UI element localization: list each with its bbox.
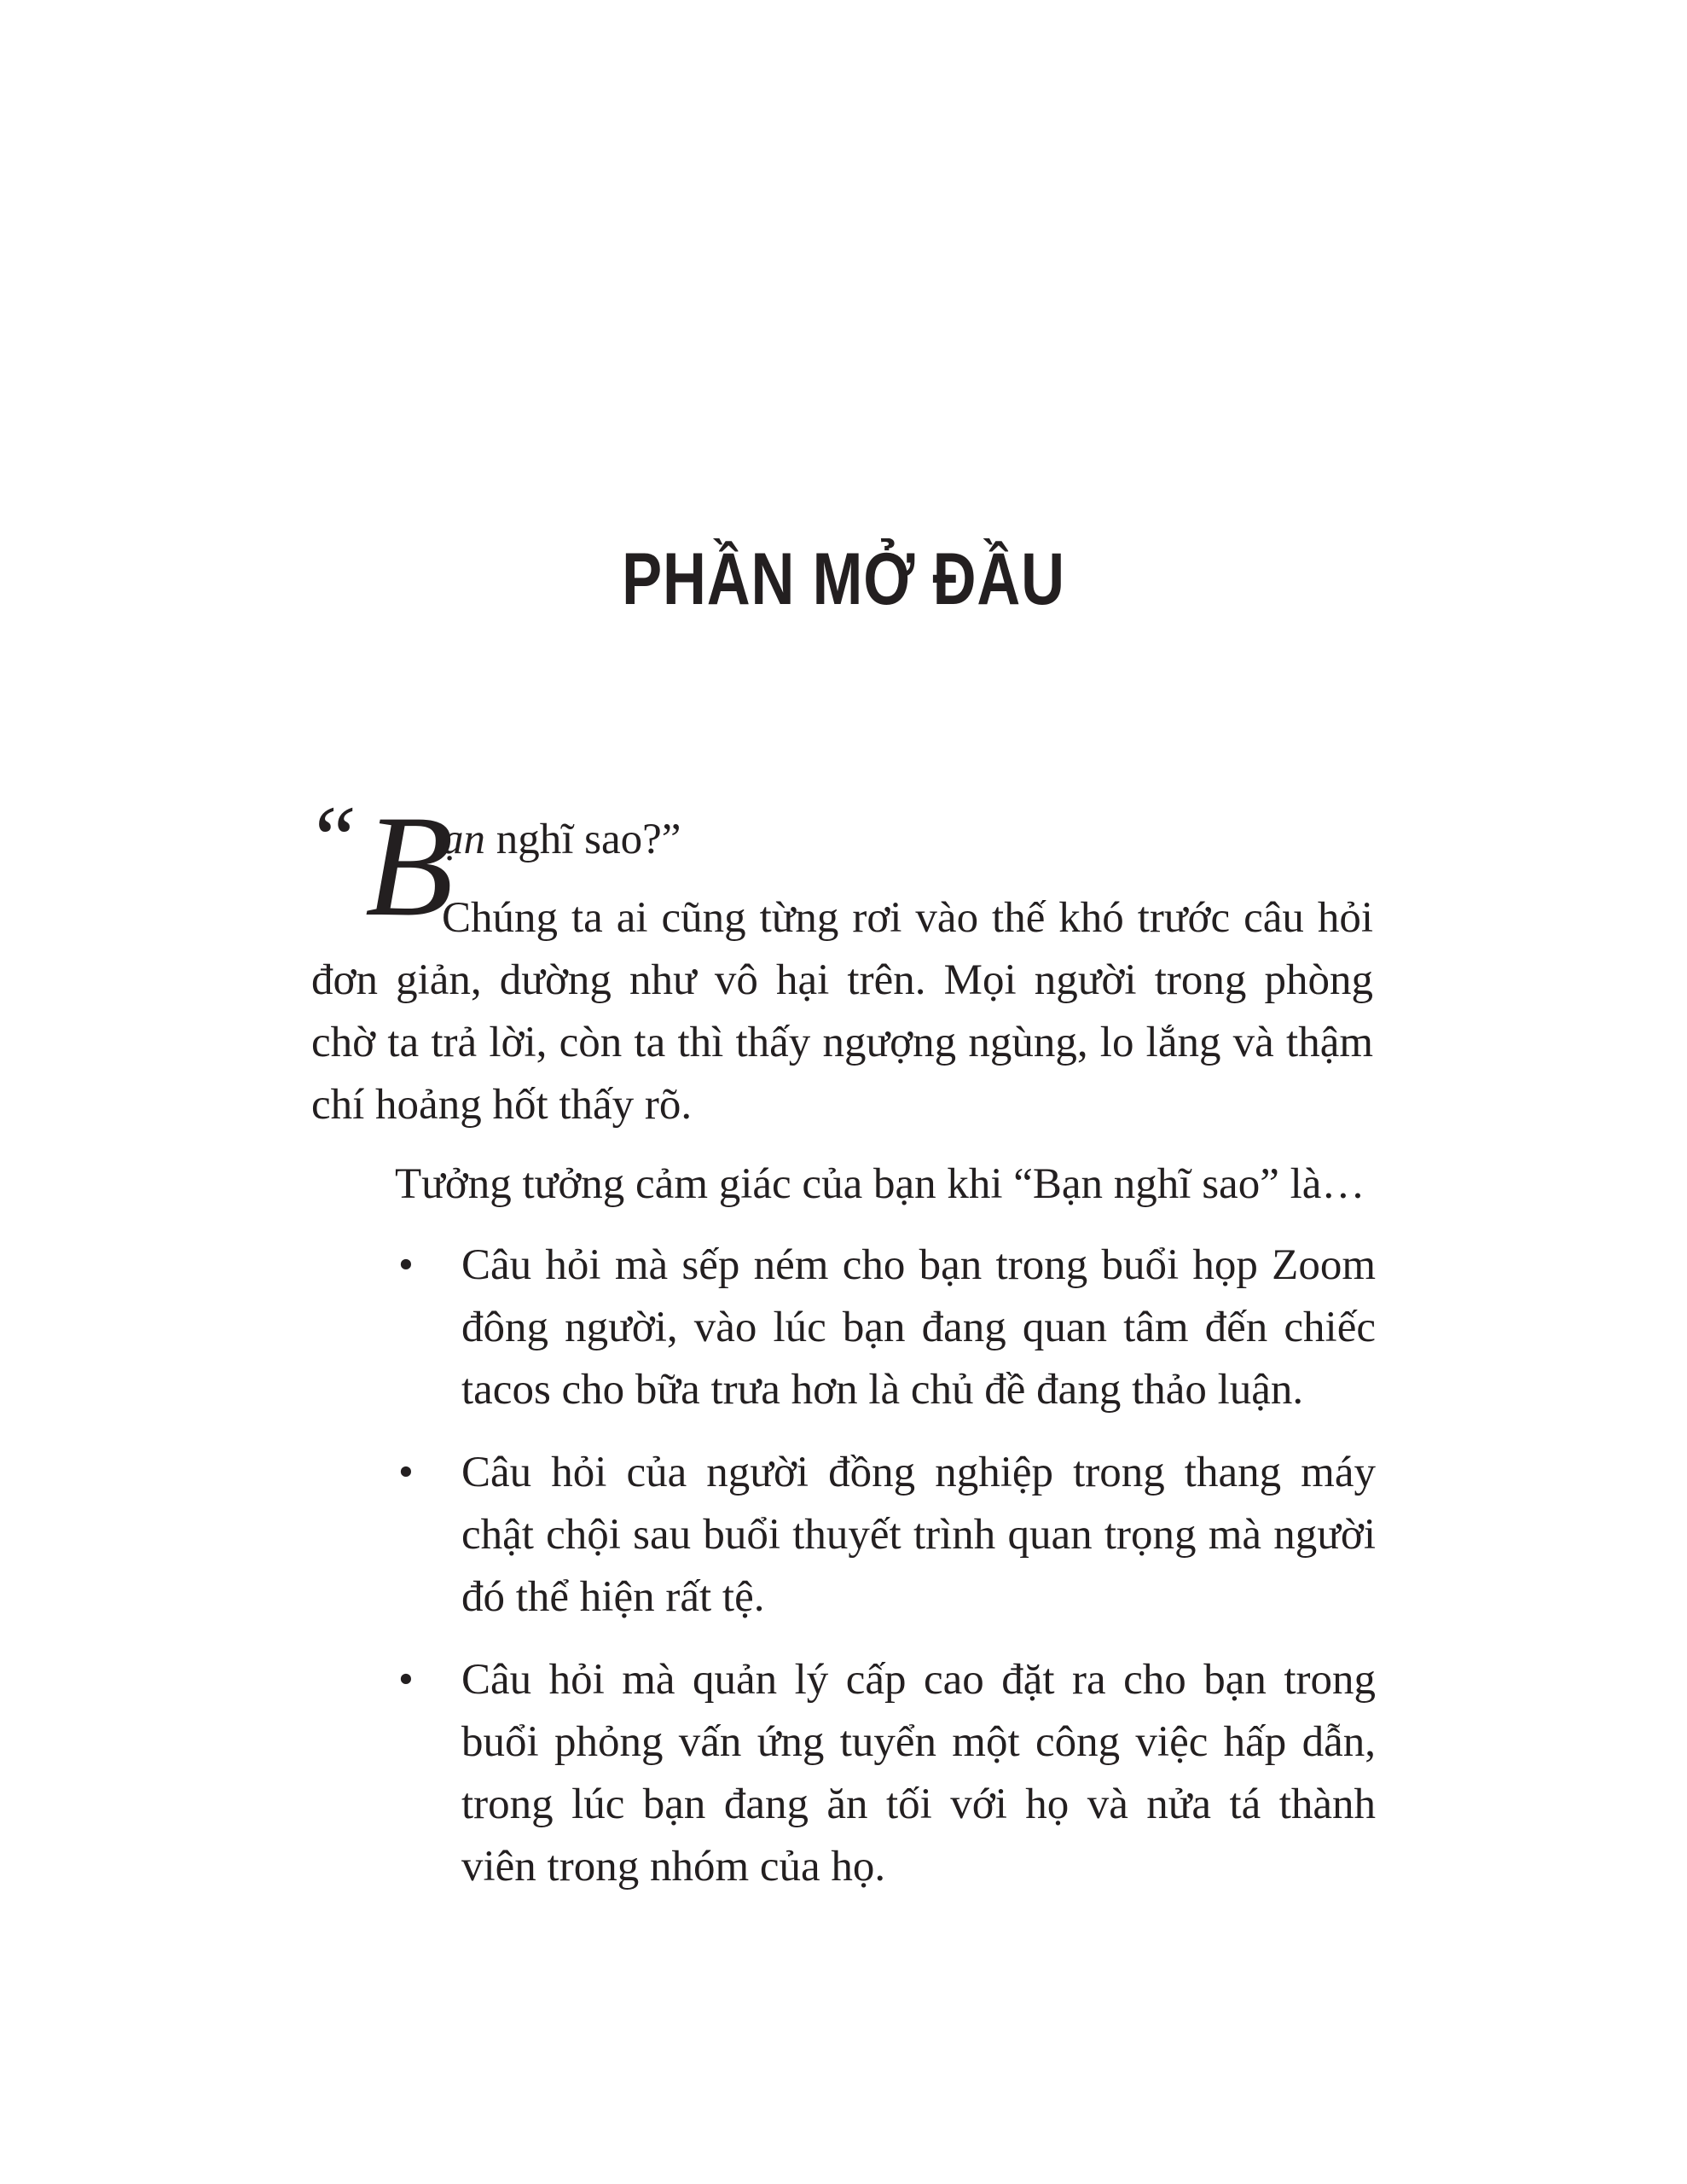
list-item-text: Câu hỏi mà sếp ném cho bạn trong buổi họp Zoom đông người, vào lúc bạn đang quan tâm đến chiếc tacos cho bữa trưa hơn là chủ đề đang thảo luận.: [461, 1241, 1376, 1414]
list-item: [395, 1649, 1376, 1898]
opening-line: [442, 809, 681, 871]
opening-quote-mark: “: [305, 787, 358, 891]
lead-in-paragraph: Tưởng tưởng cảm giác của bạn khi “Bạn nghĩ sao” là…: [395, 1160, 1365, 1208]
bullet-icon: •: [398, 1656, 414, 1704]
opening-line-rest: nghĩ sao?”: [485, 816, 681, 863]
list-item: [395, 1234, 1376, 1421]
intro-paragraph: Chúng ta ai cũng từng rơi vào thế khó trước câu hỏi đơn giản, dường như vô hại trên. Mọi người trong phòng chờ ta trả lời, còn ta thì thấy ngượng ngùng, lo lắng và thậm chí hoảng hốt thấy rõ.: [311, 894, 1373, 1129]
list-item-text: Câu hỏi mà quản lý cấp cao đặt ra cho bạn trong buổi phỏng vấn ứng tuyển một công việc hấp dẫn, trong lúc bạn đang ăn tối với họ và nửa tá thành viên trong nhóm của họ.: [461, 1656, 1376, 1891]
list-item: [395, 1442, 1376, 1629]
chapter-title: PHẦN MỞ ĐẦU: [622, 538, 1065, 620]
dropcap-letter: B: [365, 786, 454, 946]
bullet-icon: •: [398, 1449, 414, 1496]
bullet-icon: •: [398, 1241, 414, 1289]
opening-line-italic: ạn: [442, 816, 485, 863]
scenario-list: [395, 1234, 1376, 1919]
list-item-text: Câu hỏi của người đồng nghiệp trong thang máy chật chội sau buổi thuyết trình quan trọng mà người đó thể hiện rất tệ.: [461, 1449, 1376, 1621]
